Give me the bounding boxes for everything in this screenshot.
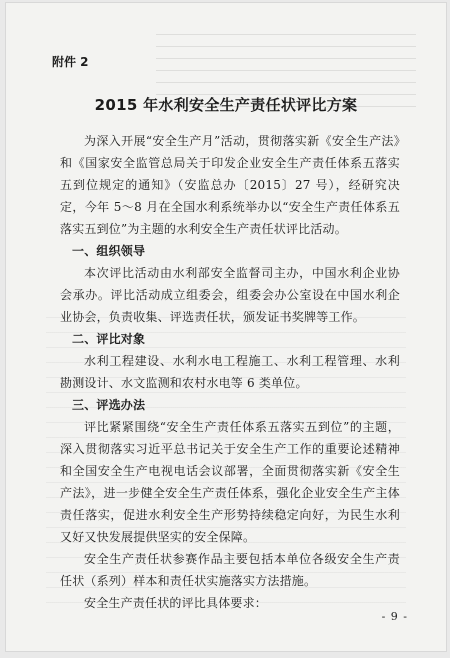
intro-paragraph: 为深入开展“安全生产月”活动，贯彻落实新《安全生产法》和《国家安全监管总局关于印发企业安全生产责任体系五落实五到位规定的通知》（安监总办〔2015〕27 号），经研究决定，今年 5～8 月在全国水利系统举办以“安全生产责任体系五落实五到位”为主题的水利安全生产责任状评比活动。 (60, 134, 400, 236)
document-page (6, 3, 446, 651)
method-paragraph-2: 安全生产责任状参赛作品主要包括本单位各级安全生产责任状（系列）样本和责任状实施落实方法措施。 (60, 552, 400, 588)
document-body (60, 130, 400, 614)
document-title: 2015 年水利安全生产责任状评比方案 (94, 96, 358, 114)
page-number: - 9 - (381, 610, 408, 623)
organization-paragraph: 本次评比活动由水利部安全监督司主办，中国水利企业协会承办。评比活动成立组委会，组委会办公室设在中国水利企业协会，负责收集、评选责任状，颁发证书奖牌等工作。 (60, 266, 400, 324)
section-heading-targets: 二、评比对象 (72, 332, 146, 346)
section-heading-organization: 一、组织领导 (72, 244, 146, 258)
attachment-label: 附件 2 (52, 55, 89, 69)
targets-paragraph: 水利工程建设、水利水电工程施工、水利工程管理、水利勘测设计、水文监测和农村水电等 6 类单位。 (60, 354, 400, 390)
method-paragraph-3: 安全生产责任状的评比具体要求： (84, 596, 268, 610)
method-paragraph-1: 评比紧紧围绕“安全生产责任体系五落实五到位”的主题，深入贯彻落实习近平总书记关于安全生产工作的重要论述精神和全国安全生产电视电话会议部署，全面贯彻落实新《安全生产法》，进一步健全安全生产责任体系，强化企业安全生产主体责任落实，促进水利安全生产形势持续稳定向好，为民生水利又好又快发展提供坚实的安全保障。 (60, 420, 400, 544)
section-heading-method: 三、评选办法 (72, 398, 146, 412)
